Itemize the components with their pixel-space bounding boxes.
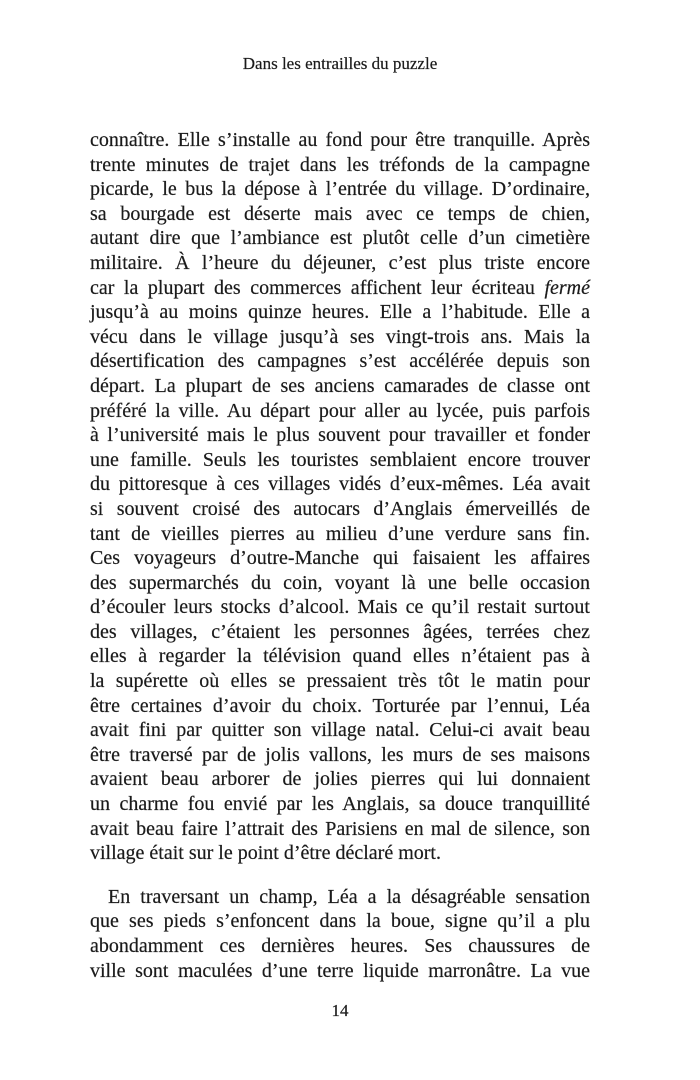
text-run: autant dire que l’ambiance est plutôt celle d’un cimetière xyxy=(90,227,590,250)
text-line xyxy=(90,251,590,276)
text-line xyxy=(90,423,590,448)
text-line xyxy=(90,959,590,984)
text-run: à l’université mais le plus souvent pour travailler et fonder xyxy=(90,424,590,447)
italic-text-run: fermé xyxy=(544,276,590,299)
running-header: Dans les entrailles du puzzle xyxy=(242,54,438,73)
text-line xyxy=(90,128,590,153)
text-line xyxy=(90,300,590,325)
text-run: trente minutes de trajet dans les tréfonds de la campagne xyxy=(90,153,590,176)
text-run: être traversé par de jolis vallons, les murs de ses maisons xyxy=(90,743,590,766)
text-run: militaire. À l’heure du déjeuner, c’est plus triste encore xyxy=(90,251,590,274)
text-line xyxy=(90,743,590,768)
text-line xyxy=(90,644,590,669)
text-line xyxy=(90,374,590,399)
text-line xyxy=(90,841,590,866)
text-run: la supérette où elles se pressaient très tôt le matin pour xyxy=(90,670,590,693)
text-line xyxy=(90,226,590,251)
text-line xyxy=(90,472,590,497)
text-run: vécu dans le village jusqu’à ses vingt-trois ans. Mais la xyxy=(90,325,590,348)
text-line xyxy=(90,620,590,645)
text-run: désertification des campagnes s’est accélérée depuis son xyxy=(90,350,590,373)
text-line xyxy=(90,934,590,959)
text-line xyxy=(90,909,590,934)
text-run: avaient beau arborer de jolies pierres qui lui donnaient xyxy=(90,768,590,791)
text-run: elles à regarder la télévision quand elles n’étaient pas à xyxy=(90,645,590,668)
text-line xyxy=(90,448,590,473)
text-run: village était sur le point d’être déclaré mort. xyxy=(90,842,441,865)
text-line xyxy=(90,546,590,571)
text-line xyxy=(90,694,590,719)
text-run: connaître. Elle s’installe au fond pour être tranquille. Après xyxy=(90,129,590,151)
text-run: car la plupart des commerces affichent leur écriteau xyxy=(90,276,545,299)
text-run: Ces voyageurs d’outre-Manche qui faisaient les affaires xyxy=(90,547,590,570)
text-run: être certaines d’avoir du choix. Torturée par l’ennui, Léa xyxy=(90,694,590,717)
page-number: 14 xyxy=(331,1001,349,1020)
text-line xyxy=(90,595,590,620)
text-run: avait fini par quitter son village natal. Celui-ci avait beau xyxy=(90,719,590,742)
text-run: abondamment ces dernières heures. Ses chaussures de xyxy=(90,935,590,957)
text-line xyxy=(90,202,590,227)
text-run: une famille. Seuls les touristes semblaient encore trouver xyxy=(90,448,590,471)
text-run: que ses pieds s’enfoncent dans la boue, signe qu’il a plu xyxy=(90,910,590,933)
text-run: des supermarchés du coin, voyant là une belle occasion xyxy=(90,571,590,594)
text-line xyxy=(90,571,590,596)
text-line xyxy=(90,718,590,743)
text-line xyxy=(90,767,590,792)
text-run: un charme fou envié par les Anglais, sa douce tranquillité xyxy=(90,793,590,816)
text-line xyxy=(90,276,590,301)
text-run: avait beau faire l’attrait des Parisiens en mal de silence, son xyxy=(90,817,590,840)
text-run: si souvent croisé des autocars d’Anglais émerveillés de xyxy=(90,497,590,520)
page-body xyxy=(90,128,590,983)
text-line xyxy=(90,349,590,374)
text-line xyxy=(90,177,590,202)
text-run: sa bourgade est déserte mais avec ce temps de chien, xyxy=(90,202,590,225)
text-line xyxy=(90,817,590,842)
text-run: ville sont maculées d’une terre liquide marronâtre. La vue xyxy=(90,959,590,982)
text-run: départ. La plupart de ses anciens camarades de classe ont xyxy=(90,374,590,397)
text-run: d’écouler leurs stocks d’alcool. Mais ce qu’il restait surtout xyxy=(90,596,590,619)
paragraph xyxy=(90,885,590,983)
text-run: préféré la ville. Au départ pour aller au lycée, puis parfois xyxy=(90,399,590,422)
text-line xyxy=(90,669,590,694)
text-run: picarde, le bus la dépose à l’entrée du village. D’ordinaire, xyxy=(90,178,590,201)
text-run: En traversant un champ, Léa a la désagréable sensation xyxy=(108,885,590,908)
text-line xyxy=(90,792,590,817)
text-line xyxy=(90,522,590,547)
text-line xyxy=(90,325,590,350)
text-line xyxy=(90,497,590,522)
text-run: du pittoresque à ces villages vidés d’eux-mêmes. Léa avait xyxy=(90,473,590,496)
text-run: jusqu’à au moins quinze heures. Elle a l’habitude. Elle a xyxy=(90,301,590,324)
text-run: tant de vieilles pierres au milieu d’une verdure sans fin. xyxy=(90,522,590,545)
text-line xyxy=(90,153,590,178)
paragraph xyxy=(90,128,590,866)
text-line xyxy=(90,885,590,910)
text-line xyxy=(90,399,590,424)
text-run: des villages, c’étaient les personnes âgées, terrées chez xyxy=(90,620,590,643)
